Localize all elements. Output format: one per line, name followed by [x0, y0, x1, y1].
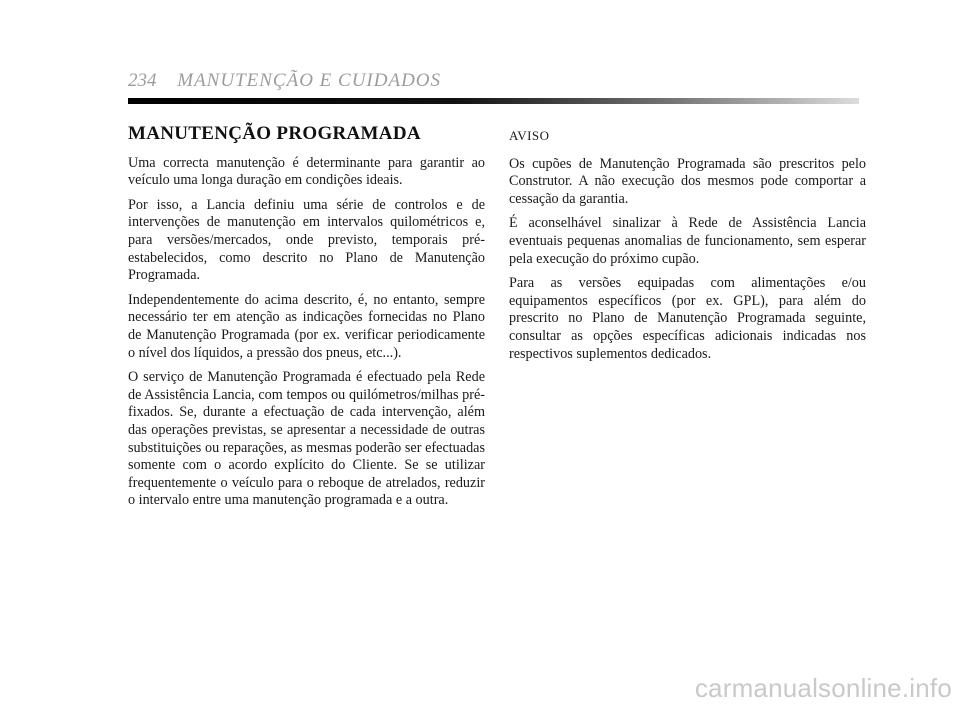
- notice-label: AVISO: [509, 128, 550, 143]
- running-section-title: MANUTENÇÃO E CUIDADOS: [177, 70, 442, 91]
- paragraph: É aconselhável sinalizar à Rede de Assistência Lancia eventuais pequenas anomalias de funcionamento, sem esperar pela execução do próximo cupão.: [509, 215, 866, 267]
- paragraph: Uma correcta manutenção é determinante para garantir ao veículo uma longa duração em condições ideais.: [128, 154, 485, 189]
- header-rule: [128, 98, 859, 104]
- section-heading: MANUTENÇÃO PROGRAMADA: [128, 123, 421, 144]
- page-number: 234: [128, 70, 157, 91]
- paragraph: O serviço de Manutenção Programada é efectuado pela Rede de Assistência Lancia, com tempos ou quilómetros/milhas pré-fixados. Se, durante a efectuação de cada intervenção, além das operações previstas, se apresentar a necessidade de outras substituições ou reparações, as mesmas poderão ser efectuadas somente com o acordo explícito do Cliente. Se se utilizar frequentemente o veículo para o reboque de atrelados, reduzir o intervalo entre uma manutenção programada e a outra.: [128, 369, 485, 509]
- paragraph: Independentemente do acima descrito, é, no entanto, sempre necessário ter em atenção as indicações fornecidas no Plano de Manutenção Programada (por ex. verificar periodicamente o nível dos líquidos, a pressão dos pneus, etc...).: [128, 291, 485, 361]
- watermark: carmanualsonline.info: [694, 673, 952, 703]
- paragraph: Para as versões equipadas com alimentações e/ou equipamentos específicos (por ex. GPL), para além do prescrito no Plano de Manutenção Programada seguinte, consultar as opções específicas adicionais indicadas nos respectivos suplementos dedicados.: [509, 275, 866, 362]
- paragraph: Por isso, a Lancia definiu uma série de controlos e de intervenções de manutenção em intervalos quilométricos e, para versões/mercados, onde previsto, temporais pré-estabelecidos, como descrito no Plano de Manutenção Programada.: [128, 196, 485, 284]
- left-column: [128, 122, 485, 517]
- page-header: [128, 70, 441, 92]
- paragraph: Os cupões de Manutenção Programada são prescritos pelo Construtor. A não execução dos mesmos pode comportar a cessação da garantia.: [509, 155, 866, 207]
- right-column: [509, 127, 866, 370]
